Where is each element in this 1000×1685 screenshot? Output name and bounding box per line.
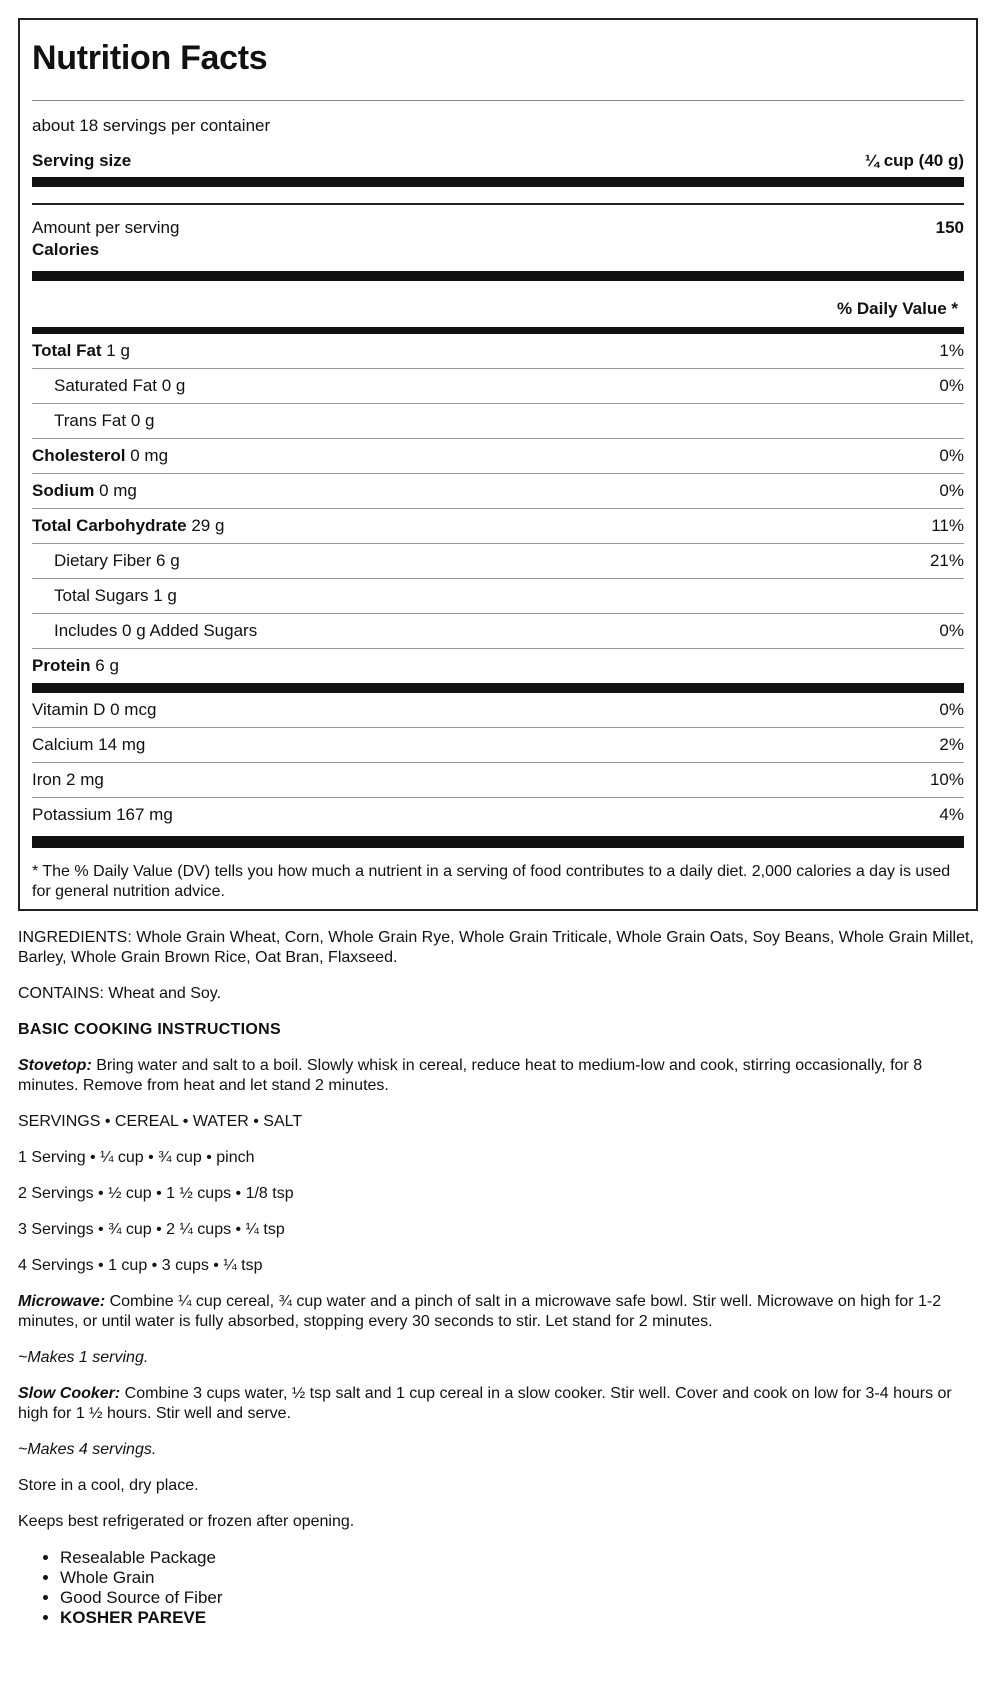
nutrient-row xyxy=(32,404,964,439)
daily-value-footnote: * The % Daily Value (DV) tells you how much a nutrient in a serving of food contributes to a daily diet. 2,000 calories a day is used for general nutrition advice. xyxy=(32,863,951,900)
nutrient-name: Total Fat xyxy=(32,341,107,360)
nutrient-row xyxy=(32,334,964,369)
serving-line: 2 Servings • ½ cup • 1 ½ cups • 1/8 tsp xyxy=(18,1185,294,1202)
divider-thick xyxy=(32,177,964,187)
divider xyxy=(32,100,964,101)
nutrient-name: Includes 0 g Added Sugars xyxy=(54,621,258,640)
ingredients-text: INGREDIENTS: Whole Grain Wheat, Corn, Whole Grain Rye, Whole Grain Triticale, Whole Grain Oats, Soy Beans, Whole Grain Millet, Barley, Whole Grain Brown Rice, Oat Bran, Flaxseed. xyxy=(18,929,974,966)
nutrient-name: Saturated Fat xyxy=(54,376,162,395)
vitamin-daily-value: 4% xyxy=(939,805,964,824)
nutrient-label xyxy=(32,404,154,438)
divider-thick xyxy=(32,271,964,281)
slow-cooker-text: Combine 3 cups water, ½ tsp salt and 1 cup cereal in a slow cooker. Stir well. Cover and cook on low for 3-4 hours or high for 1 ½ hours. Stir well and serve. xyxy=(18,1385,952,1422)
storage-text: Store in a cool, dry place. xyxy=(18,1477,199,1494)
nutrient-row xyxy=(32,439,964,474)
vitamin-row xyxy=(32,763,964,798)
serving-size-value: ¼ cup (40 g) xyxy=(864,151,964,170)
feature-item: • Good Source of Fiber xyxy=(60,1588,978,1608)
microwave-makes: ~Makes 1 serving. xyxy=(18,1349,149,1366)
nutrient-name: Sodium xyxy=(32,481,100,500)
feature-item: • Whole Grain xyxy=(60,1568,978,1588)
vitamin-label: Calcium 14 mg xyxy=(32,735,146,754)
nutrient-daily-value: 0% xyxy=(939,376,964,395)
nutrient-row xyxy=(32,474,964,509)
vitamin-row xyxy=(32,693,964,728)
feature-list xyxy=(18,1548,978,1628)
keeps-text: Keeps best refrigerated or frozen after opening. xyxy=(18,1513,355,1530)
calories-value: 150 xyxy=(935,218,964,237)
nutrient-row xyxy=(32,544,964,579)
feature-item: • Resealable Package xyxy=(60,1548,978,1568)
nutrient-name: Dietary Fiber xyxy=(54,551,157,570)
vitamin-daily-value: 2% xyxy=(939,735,964,754)
microwave-instructions xyxy=(18,1292,978,1332)
nutrient-name: Total Sugars xyxy=(54,586,154,605)
nutrient-row xyxy=(32,579,964,614)
nutrient-amount-value: 6 g xyxy=(95,656,119,675)
serving-size-label: Serving size xyxy=(32,151,132,170)
microwave-label: Microwave: xyxy=(18,1293,106,1310)
nutrient-name: Protein xyxy=(32,656,96,675)
vitamin-row xyxy=(32,728,964,763)
nutrient-label xyxy=(32,544,180,578)
nutrient-name: Total Carbohydrate xyxy=(32,516,192,535)
amount-per-serving-label: Amount per serving xyxy=(32,218,180,237)
serving-line: 3 Servings • ¾ cup • 2 ¼ cups • ¼ tsp xyxy=(18,1221,285,1238)
nutrient-label xyxy=(32,474,137,508)
serving-line: 4 Servings • 1 cup • 3 cups • ¼ tsp xyxy=(18,1257,263,1274)
vitamin-label: Vitamin D 0 mcg xyxy=(32,700,157,719)
stovetop-instructions xyxy=(18,1056,978,1096)
microwave-text: Combine ¼ cup cereal, ¾ cup water and a pinch of salt in a microwave safe bowl. Stir well. Microwave on high for 1-2 minutes, or until water is fully absorbed, stopping every 30 seconds to stir. Let stand for 2 minutes. xyxy=(18,1293,942,1330)
nutrient-amount-value: 1 g xyxy=(153,586,177,605)
nutrient-daily-value: 0% xyxy=(939,481,964,500)
vitamin-row xyxy=(32,798,964,832)
nutrient-row xyxy=(32,369,964,404)
nutrient-amount-value: 1 g xyxy=(106,341,130,360)
nutrient-label xyxy=(32,439,168,473)
serving-size-row xyxy=(32,151,964,171)
product-info xyxy=(18,928,978,1628)
slow-cooker-label: Slow Cooker: xyxy=(18,1385,121,1402)
divider-thick xyxy=(32,683,964,693)
divider xyxy=(32,203,964,205)
feature-item: • KOSHER PAREVE xyxy=(60,1608,978,1628)
vitamin-daily-value: 10% xyxy=(929,770,964,789)
nutrient-amount-value: 0 g xyxy=(130,411,155,430)
cooking-instructions-heading: BASIC COOKING INSTRUCTIONS xyxy=(18,1021,281,1038)
vitamin-table xyxy=(32,693,964,832)
servings-header: SERVINGS • CEREAL • WATER • SALT xyxy=(18,1113,303,1130)
nutrient-table xyxy=(32,334,964,683)
servings-per-container: about 18 servings per container xyxy=(32,116,271,135)
nutrient-label xyxy=(32,579,177,613)
slow-cooker-makes: ~Makes 4 servings. xyxy=(18,1441,157,1458)
nutrient-label xyxy=(32,649,119,683)
nutrition-facts-title: Nutrition Facts xyxy=(32,39,268,77)
nutrient-amount-value: 6 g xyxy=(156,551,180,570)
nutrient-label xyxy=(32,614,257,648)
nutrient-row xyxy=(32,509,964,544)
serving-line: 1 Serving • ¼ cup • ¾ cup • pinch xyxy=(18,1149,255,1166)
nutrient-label xyxy=(32,334,130,368)
calories-label: Calories xyxy=(32,240,100,259)
contains-text: CONTAINS: Wheat and Soy. xyxy=(18,985,222,1002)
stovetop-label: Stovetop: xyxy=(18,1057,92,1074)
nutrient-amount-value: 29 g xyxy=(191,516,225,535)
divider-thick xyxy=(32,836,964,848)
nutrient-label xyxy=(32,369,185,403)
stovetop-text: Bring water and salt to a boil. Slowly whisk in cereal, reduce heat to medium-low and cook, stirring occasionally, for 8 minutes. Remove from heat and let stand 2 minutes. xyxy=(18,1057,923,1094)
divider-medium xyxy=(32,327,964,334)
nutrient-daily-value: 0% xyxy=(939,446,964,465)
vitamin-label: Potassium 167 mg xyxy=(32,805,173,824)
vitamin-daily-value: 0% xyxy=(939,700,964,719)
nutrient-daily-value: 1% xyxy=(939,341,964,360)
nutrient-daily-value: 11% xyxy=(931,516,964,535)
amount-per-serving-row xyxy=(32,217,964,239)
nutrient-daily-value: 0% xyxy=(939,621,964,640)
daily-value-header: % Daily Value * xyxy=(837,299,958,318)
vitamin-label: Iron 2 mg xyxy=(32,770,104,789)
nutrient-row xyxy=(32,649,964,683)
nutrient-name: Trans Fat xyxy=(54,411,131,430)
nutrient-daily-value: 21% xyxy=(929,551,964,570)
slow-cooker-instructions xyxy=(18,1384,978,1424)
nutrient-name: Cholesterol xyxy=(32,446,131,465)
nutrition-facts-panel xyxy=(18,18,978,911)
nutrient-label xyxy=(32,509,224,543)
nutrient-amount-value: 0 mg xyxy=(130,446,169,465)
nutrient-amount-value: 0 mg xyxy=(99,481,137,500)
serving-lines xyxy=(18,1148,978,1276)
nutrient-amount-value: 0 g xyxy=(161,376,186,395)
nutrient-row xyxy=(32,614,964,649)
